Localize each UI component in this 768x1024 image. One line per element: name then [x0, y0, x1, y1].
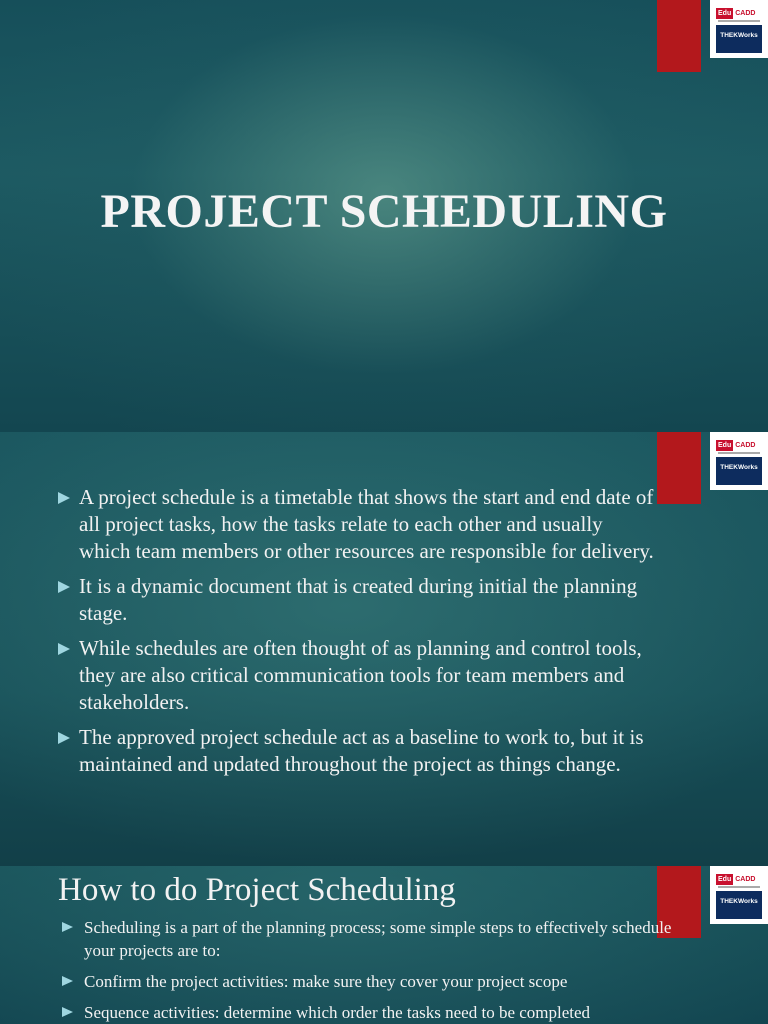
- logo-cadd-text: CADD: [735, 875, 756, 883]
- slide-heading: PROJECT SCHEDULING: [100, 185, 668, 238]
- triangle-bullet-icon: [62, 922, 73, 932]
- triangle-bullet-icon: [62, 976, 73, 986]
- logo-thekworks-text: THEKWorks: [716, 457, 762, 485]
- logo-cadd-text: CADD: [735, 441, 756, 449]
- list-item: While schedules are often thought of as planning and control tools, they are also critical communication tools for team members and stakeholders.: [58, 635, 658, 716]
- list-item: Scheduling is a part of the planning process; some simple steps to effectively schedule your projects are to:: [62, 916, 682, 962]
- slide-how-to: [0, 866, 768, 1024]
- accent-bar: [657, 432, 701, 504]
- triangle-bullet-icon: [58, 732, 70, 744]
- triangle-bullet-icon: [58, 581, 70, 593]
- list-item: It is a dynamic document that is created during initial the planning stage.: [58, 573, 658, 627]
- slide-heading: How to do Project Scheduling: [58, 872, 456, 908]
- slide-title: [0, 0, 768, 432]
- logo-tagline: [718, 20, 760, 22]
- brand-logo: [710, 866, 768, 924]
- logo-thekworks-text: THEKWorks: [716, 25, 762, 53]
- bullet-list: [58, 484, 658, 786]
- brand-logo: [710, 0, 768, 58]
- triangle-bullet-icon: [62, 1007, 73, 1017]
- list-item: The approved project schedule act as a baseline to work to, but it is maintained and updated throughout the project as things change.: [58, 724, 658, 778]
- logo-edu-text: Edu: [718, 441, 732, 449]
- list-item: Sequence activities: determine which order the tasks need to be completed: [62, 1001, 682, 1024]
- brand-logo: [710, 432, 768, 490]
- logo-tagline: [718, 452, 760, 454]
- accent-bar: [657, 0, 701, 72]
- logo-edu-text: Edu: [718, 9, 732, 17]
- logo-cadd-text: CADD: [735, 9, 756, 17]
- list-item: Confirm the project activities: make sure they cover your project scope: [62, 970, 682, 993]
- logo-tagline: [718, 886, 760, 888]
- slide-definition: [0, 432, 768, 866]
- triangle-bullet-icon: [58, 492, 70, 504]
- list-item: A project schedule is a timetable that shows the start and end date of all project tasks, how the tasks relate to each other and usually which team members or other resources are responsible for delivery.: [58, 484, 658, 565]
- triangle-bullet-icon: [58, 643, 70, 655]
- bullet-list: [62, 916, 682, 1024]
- logo-edu-text: Edu: [718, 875, 732, 883]
- logo-thekworks-text: THEKWorks: [716, 891, 762, 919]
